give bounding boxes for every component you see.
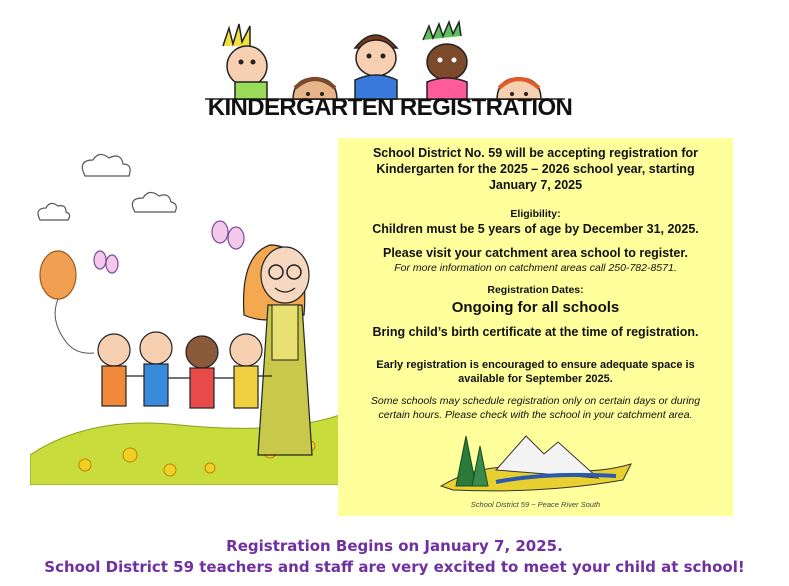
registration-dates-label: Registration Dates:	[487, 284, 584, 296]
intro-line-2: Kindergarten for the 2025 – 2026 school year, starting	[376, 162, 695, 176]
footer-welcome-message: School District 59 teachers and staff are very excited to meet your child at school!	[44, 558, 745, 576]
cloud-icon	[38, 154, 176, 220]
intro-line-3: January 7, 2025	[488, 178, 583, 192]
intro-line-1: School District No. 59 will be accepting registration for	[372, 146, 699, 160]
kids-holding-hands	[98, 332, 272, 408]
birth-certificate-text: Bring child’s birth certificate at the time of registration.	[372, 325, 699, 339]
butterfly-icon	[94, 221, 244, 273]
balloon-icon	[40, 251, 94, 353]
registration-dates-value: Ongoing for all schools	[451, 299, 620, 316]
schedule-note-line-1: Some schools may schedule registration only on certain days or during	[370, 395, 701, 407]
logo-caption: School District 59 ~ Peace River South	[470, 500, 601, 509]
kid-green-hair	[423, 22, 467, 100]
eligibility-label: Eligibility:	[510, 208, 561, 220]
catchment-note: For more information on catchment areas call 250-782-8571.	[394, 262, 677, 274]
early-registration-line-2: available for September 2025.	[458, 373, 613, 385]
district-logo	[436, 428, 636, 498]
footer-registration-date: Registration Begins on January 7, 2025.	[226, 537, 563, 555]
schedule-note-line-2: certain hours. Please check with the school in your catchment area.	[378, 409, 693, 421]
kids-banner-illustration	[205, 18, 565, 100]
kid-blue-shirt	[355, 35, 397, 100]
info-panel	[338, 138, 733, 516]
kid-yellow-hair	[223, 24, 267, 100]
eligibility-text: Children must be 5 years of age by December 31, 2025.	[372, 222, 699, 236]
page-title: KINDERGARTEN REGISTRATION	[207, 94, 573, 121]
teacher-and-kids-illustration	[30, 150, 340, 485]
early-registration-line-1: Early registration is encouraged to ensure adequate space is	[376, 359, 695, 371]
visit-text: Please visit your catchment area school to register.	[383, 246, 688, 260]
